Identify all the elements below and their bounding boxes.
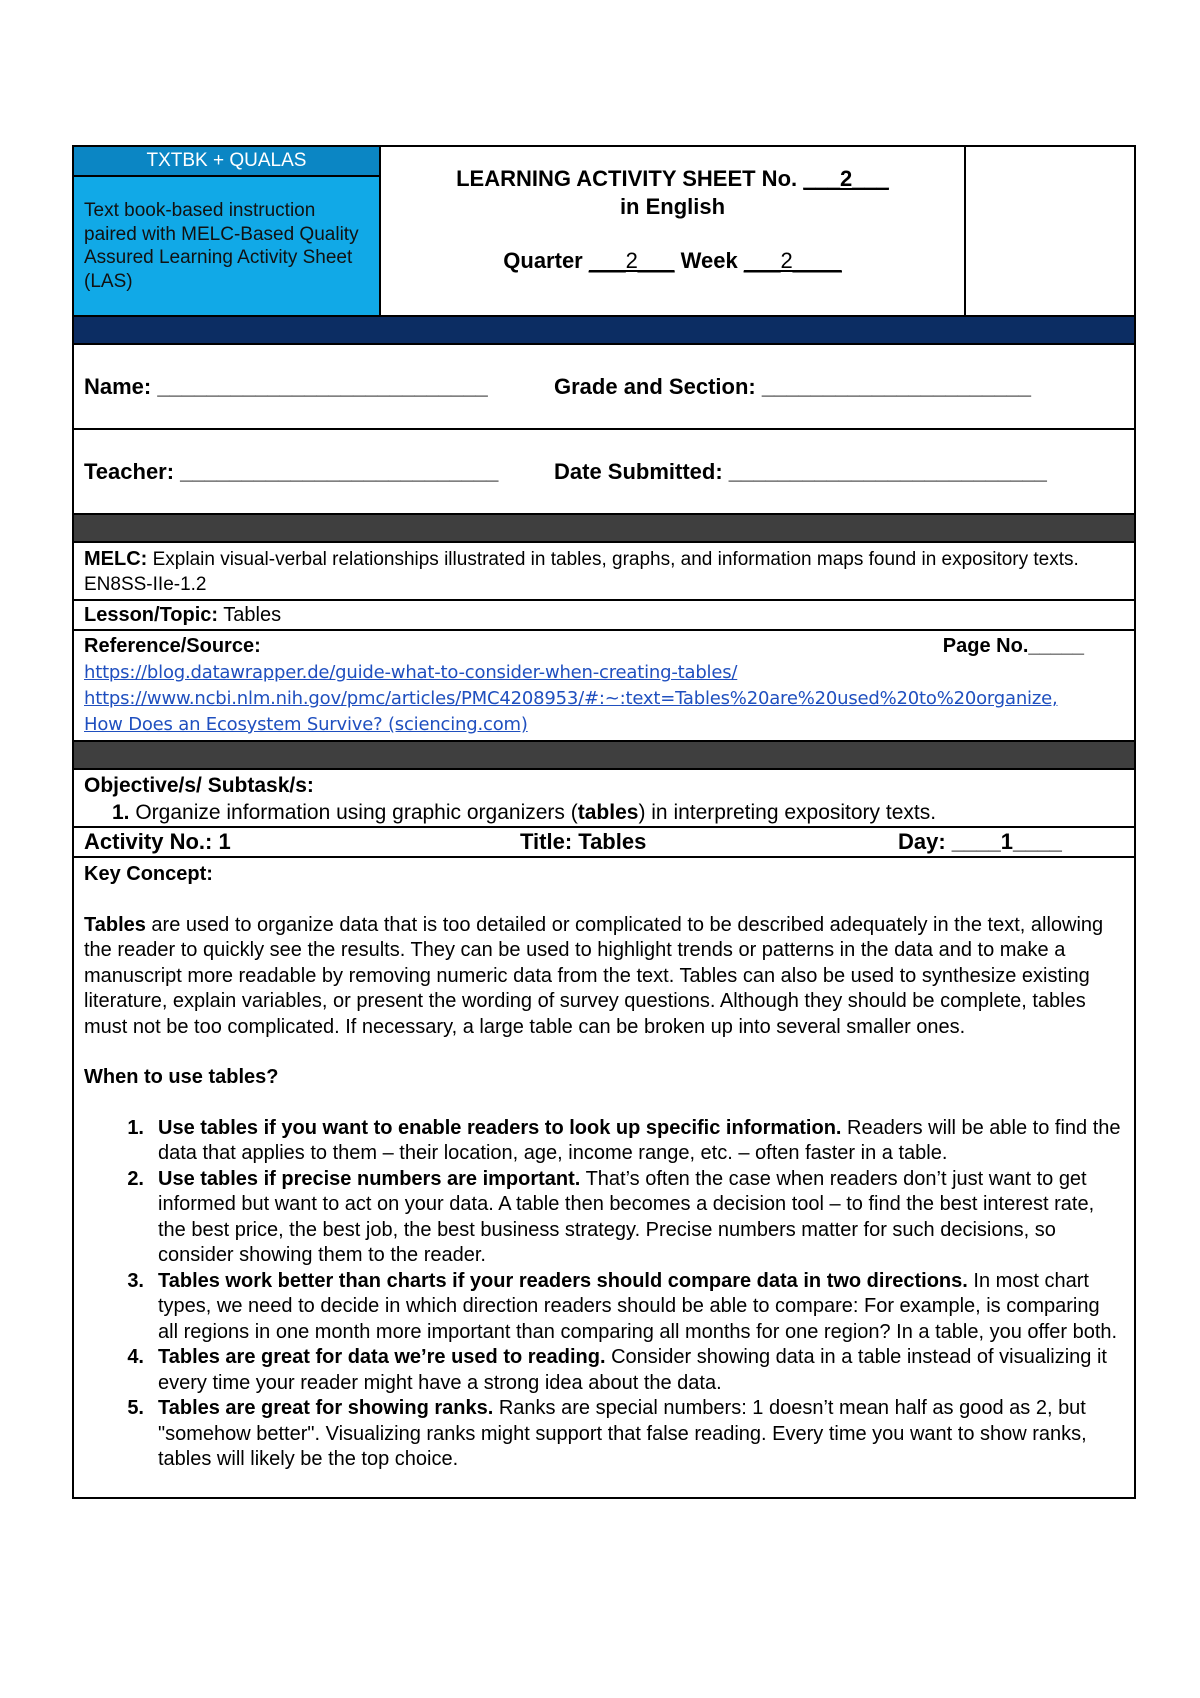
activity-number: Activity No.: 1 xyxy=(84,829,231,854)
objective-item-number: 1. xyxy=(112,801,130,824)
list-item: 4. Tables are great for data we’re used to reading. Consider showing data in a table instead of visualizing it every time your reader might have a strong idea about the data. xyxy=(127,1346,1107,1394)
reference-row xyxy=(74,631,1134,742)
reference-header xyxy=(84,633,1124,660)
name-grade-row xyxy=(74,345,1134,430)
key-concept-section xyxy=(74,858,1134,1497)
reference-link-1[interactable]: https://blog.datawrapper.de/guide-what-to-consider-when-creating-tables/ xyxy=(84,662,738,683)
header-blank-box xyxy=(966,147,1134,315)
list-item: 1. Use tables if you want to enable readers to look up specific information. Readers will be able to find the data that applies to them – their location, age, income range, etc. – often faster in a table. xyxy=(127,1116,1121,1164)
melc-text: Explain visual-verbal relationships illustrated in tables, graphs, and information maps found in expository texts. EN8SS-IIe-1.2 xyxy=(84,549,1079,595)
reference-label: Reference/Source: xyxy=(84,635,261,657)
learning-activity-sheet xyxy=(72,145,1136,1499)
gray-divider-band-2 xyxy=(74,742,1134,770)
key-concept-intro-bold: Tables xyxy=(84,913,146,936)
key-concept-intro xyxy=(84,913,1124,1041)
name-field[interactable]: Name: ___________________________ xyxy=(84,373,488,399)
list-item: 3. Tables work better than charts if your readers should compare data in two directions. In most chart types, we need to decide in which direction readers should be able to compare: For example, is comparing all regions in one month more important than comparing all months for one region? In a table, you offer both. xyxy=(127,1269,1118,1343)
reference-link-2[interactable]: https://www.ncbi.nlm.nih.gov/pmc/articles/PMC4208953/#:~:text=Tables%20are%20used%20to%20organize, xyxy=(84,688,1058,709)
sheet-subject: in English xyxy=(619,194,726,219)
sheet-number: ___2___ xyxy=(803,166,889,191)
quarter-week-line xyxy=(381,247,964,275)
objective-item xyxy=(84,799,1124,826)
objective-item-post: ) in interpreting expository texts. xyxy=(638,801,937,824)
program-tag: TXTBK + QUALAS xyxy=(74,147,379,177)
activity-row xyxy=(74,828,1134,858)
week-label: Week xyxy=(674,248,744,273)
objective-label: Objective/s/ Subtask/s: xyxy=(84,774,314,797)
gray-divider-band-1 xyxy=(74,515,1134,543)
key-concept-label: Key Concept: xyxy=(84,863,213,885)
grade-section-field[interactable]: Grade and Section: ______________________ xyxy=(554,373,1031,399)
week-value: ___2____ xyxy=(743,248,842,273)
reference-link-3[interactable]: How Does an Ecosystem Survive? (sciencing.com) xyxy=(84,714,528,735)
quarter-label: Quarter xyxy=(503,248,589,273)
lesson-value: Tables xyxy=(218,604,282,626)
blue-divider-band xyxy=(74,317,1134,345)
sheet-title xyxy=(381,165,964,193)
melc-row xyxy=(74,543,1134,601)
lesson-label: Lesson/Topic: xyxy=(84,604,219,626)
objective-row xyxy=(74,770,1134,828)
activity-day: Day: ____1____ xyxy=(898,829,1062,854)
sheet-header xyxy=(74,147,1134,317)
teacher-date-row xyxy=(74,430,1134,515)
objective-item-bold: tables xyxy=(577,801,639,824)
list-item: 5. Tables are great for showing ranks. Ranks are special numbers: 1 doesn’t mean half as good as 2, but "somehow better". Visualizing ranks might support that false reading. Every time you want to show ranks, tables will likely be the top choice. xyxy=(127,1397,1087,1470)
page-number-label: Page No._____ xyxy=(942,635,1084,657)
objective-item-pre: Organize information using graphic organizers ( xyxy=(129,801,578,824)
quarter-value: ___2___ xyxy=(588,248,675,273)
list-item: 2. Use tables if precise numbers are important. That’s often the case when readers don’t just want to get informed but want to act on your data. A table then becomes a decision tool – to find the best interest rate, the best price, the best job, the best business strategy. Precise numbers matter for such decisions, so consider showing them to the reader. xyxy=(127,1167,1095,1266)
program-description: Text book-based instruction paired with MELC-Based Quality Assured Learning Activity Sheet (LAS) xyxy=(84,200,359,292)
teacher-field[interactable]: Teacher: __________________________ xyxy=(84,458,499,484)
sheet-title-prefix: LEARNING ACTIVITY SHEET No. xyxy=(456,166,804,191)
program-box xyxy=(74,147,381,315)
melc-label: MELC: xyxy=(84,548,148,570)
date-submitted-field[interactable]: Date Submitted: __________________________ xyxy=(554,458,1047,484)
key-concept-intro-text: are used to organize data that is too detailed or complicated to be described adequately in the text, allowing the reader to quickly see the results. They can be used to highlight trends or patterns in the data and to make a manuscript more readable by removing numeric data from the text. Tables can also be used to synthesize existing literature, explain variables, or present the wording of survey questions. Although they should be complete, tables must not be too complicated. If necessary, a large table can be broken up into several smaller ones. xyxy=(84,913,1104,1038)
when-to-use-list xyxy=(84,1116,1124,1473)
sheet-title-box xyxy=(381,147,966,315)
activity-title: Title: Tables xyxy=(520,829,647,854)
lesson-row xyxy=(74,601,1134,631)
when-to-use-heading: When to use tables? xyxy=(84,1066,279,1088)
